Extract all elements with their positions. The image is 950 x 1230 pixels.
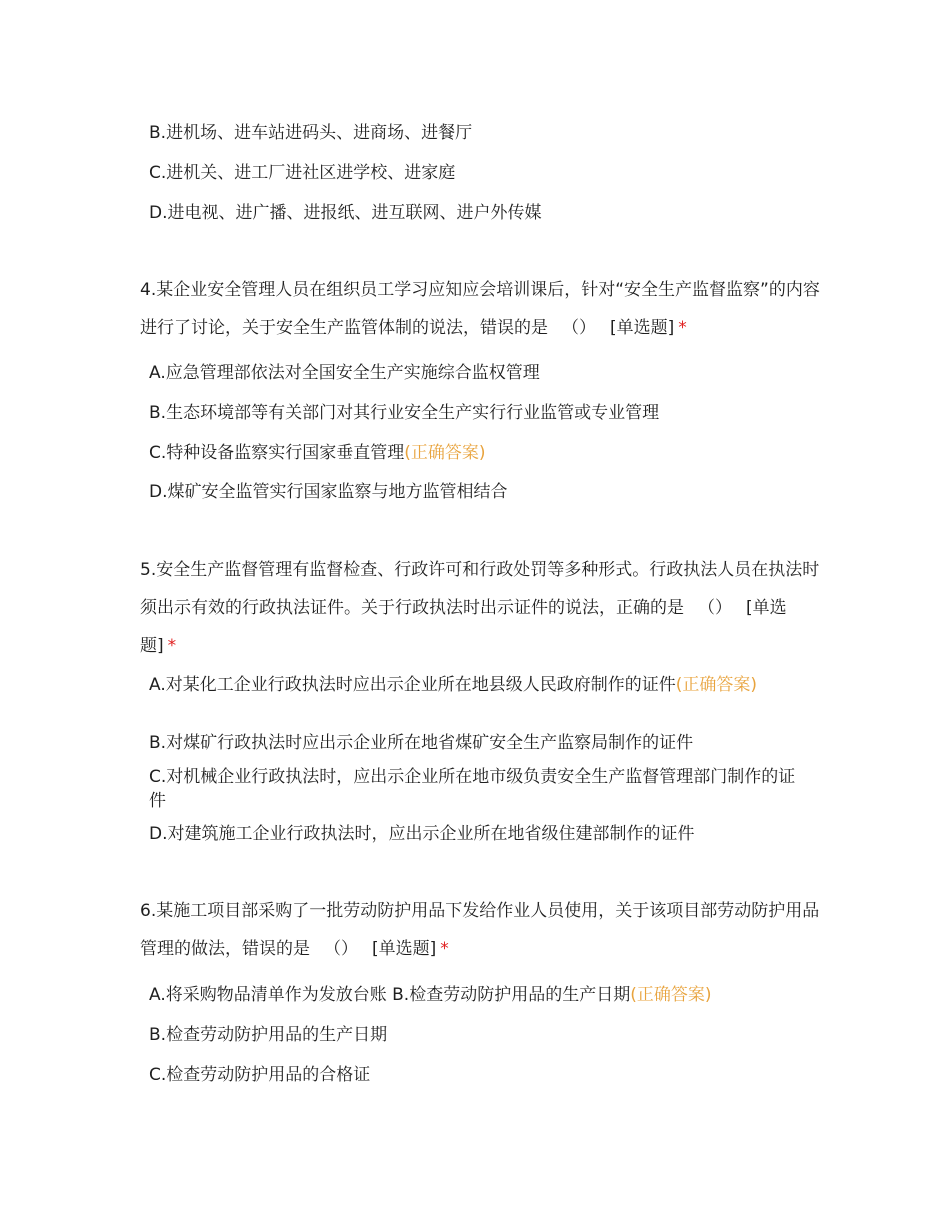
q5-stem: 5.安全生产监督管理有监督检查、行政许可和行政处罚等多种形式。行政执法人员在执法时须出示有效的行政执法证件。关于行政执法时出示证件的说法，正确的是 （） [单选题] * (140, 560, 820, 656)
q4-option-b: B.生态环境部等有关部门对其行业安全生产实行行业监管或专业管理 (149, 403, 660, 423)
q4-option-c: C.特种设备监察实行国家垂直管理(正确答案) (149, 443, 486, 463)
q5-option-a: A.对某化工企业行政执法时应出示企业所在地县级人民政府制作的证件(正确答案) (149, 675, 757, 695)
q6-option-c: C.检查劳动防护用品的合格证 (149, 1065, 371, 1085)
q4-option-d: D.煤矿安全监管实行国家监察与地方监管相结合 (149, 482, 508, 502)
question-type-tag: [单选题] (610, 318, 675, 338)
q4-option-a: A.应急管理部依法对全国安全生产实施综合监权管理 (149, 363, 540, 383)
required-mark: * (440, 939, 449, 959)
question-type-tag: [单选题] (140, 598, 787, 656)
answer-paren: （） (698, 598, 732, 618)
question-type-tag: [单选题] (372, 939, 437, 959)
q6-option-b: B.检查劳动防护用品的生产日期 (149, 1025, 388, 1045)
q5-option-c: C.对机械企业行政执法时，应出示企业所在地市级负责安全生产监督管理部门制作的证件 (149, 767, 796, 811)
q5-option-d: D.对建筑施工企业行政执法时，应出示企业所在地省级住建部制作的证件 (149, 824, 695, 844)
q5-option-b: B.对煤矿行政执法时应出示企业所在地省煤矿安全生产监察局制作的证件 (149, 733, 694, 753)
required-mark: * (167, 636, 177, 656)
required-mark: * (678, 318, 687, 338)
answer-paren: （） (324, 939, 358, 959)
q3-option-c: C.进机关、进工厂进社区进学校、进家庭 (149, 163, 456, 183)
q3-option-d: D.进电视、进广播、进报纸、进互联网、进户外传媒 (149, 203, 542, 223)
q6-stem: 6.某施工项目部采购了一批劳动防护用品下发给作业人员使用，关于该项目部劳动防护用品管理的做法，错误的是 （） [单选题] * (140, 901, 820, 959)
answer-paren: （） (562, 318, 596, 338)
correct-answer-label: (正确答案) (675, 675, 757, 695)
correct-answer-label: (正确答案) (404, 443, 486, 463)
correct-answer-label: (正确答案) (630, 985, 712, 1005)
q4-stem: 4.某企业安全管理人员在组织员工学习应知应会培训课后，针对“安全生产监督监察”的内容进行了讨论，关于安全生产监管体制的说法，错误的是 （） [单选题] * (140, 280, 820, 338)
q6-option-a: A.将采购物品清单作为发放台账 B.检查劳动防护用品的生产日期(正确答案) (149, 985, 712, 1005)
q3-option-b: B.进机场、进车站进码头、进商场、进餐厅 (149, 123, 473, 143)
